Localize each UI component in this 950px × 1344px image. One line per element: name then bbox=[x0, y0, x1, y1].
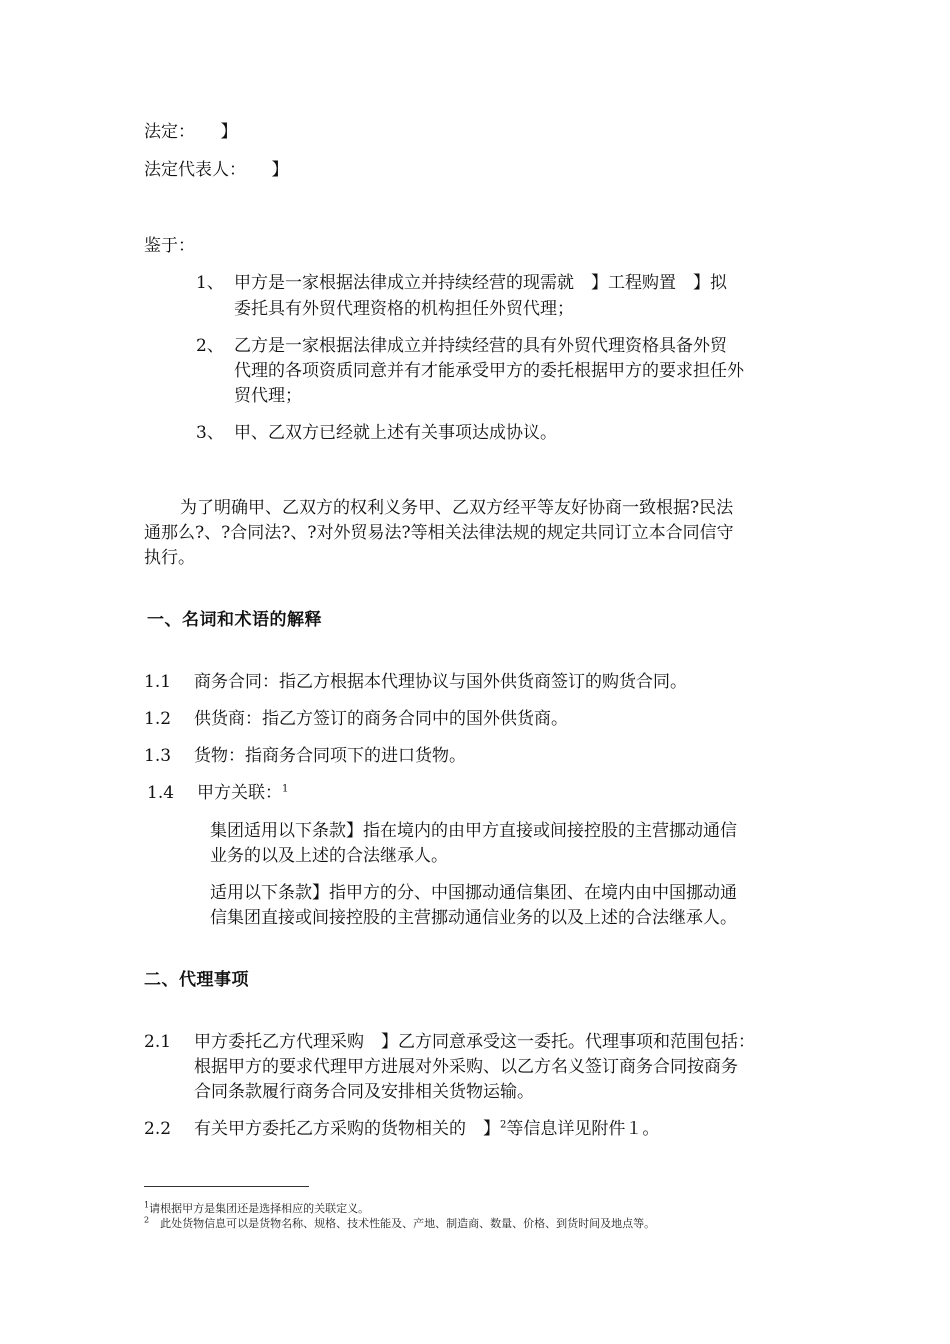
clause-1-1-number: 1.1 bbox=[144, 672, 172, 692]
whereas-item-2-line-3: 贸代理； bbox=[234, 386, 302, 406]
whereas-item-2-line-2: 代理的各项资质同意并有才能承受甲方的委托根据甲方的要求担任外 bbox=[234, 361, 744, 381]
clause-1-2-text: 供货商：指乙方签订的商务合同中的国外供货商。 bbox=[194, 709, 568, 729]
preamble-line-1: 为了明确甲、乙双方的权利义务甲、乙双方经平等友好协商一致根据?民法 bbox=[180, 498, 734, 518]
affiliate-para-1-line-2: 业务的以及上述的合法继承人。 bbox=[210, 846, 448, 866]
clause-2-1-line-3: 合同条款履行商务合同及安排相关货物运输。 bbox=[194, 1082, 534, 1102]
clause-1-4-number: 1.4 bbox=[147, 783, 175, 803]
footnote-1 bbox=[144, 1202, 369, 1216]
section-1-heading: 一、名词和术语的解释 bbox=[147, 610, 322, 630]
section-2-heading: 二、代理事项 bbox=[144, 970, 249, 990]
whereas-item-number: 3、 bbox=[196, 423, 224, 443]
footnote-2-mark: 2 bbox=[144, 1215, 150, 1225]
clause-2-1-number: 2.1 bbox=[144, 1032, 172, 1052]
clause-1-4-text bbox=[197, 782, 288, 804]
footnote-2-text: 此处货物信息可以是货物名称、规格、技术性能及、产地、制造商、数量、价格、到货时间及地点等。 bbox=[149, 1217, 656, 1230]
footnote-1-mark: 1 bbox=[144, 1200, 150, 1210]
clause-2-1-line-1: 甲方委托乙方代理采购 】乙方同意承受这一委托。代理事项和范围包括： bbox=[194, 1032, 755, 1052]
preamble-line-3: 执行。 bbox=[144, 548, 195, 568]
footnote-2 bbox=[144, 1217, 655, 1231]
whereas-item-2-line-1: 乙方是一家根据法律成立并持续经营的具有外贸代理资格具备外贸 bbox=[234, 336, 727, 356]
preamble-line-2: 通那么?、?合同法?、?对外贸易法?等相关法律法规的规定共同订立本合同信守 bbox=[144, 523, 734, 543]
legal-representative-line: 法定代表人： 】 bbox=[144, 160, 289, 180]
clause-2-2-text bbox=[194, 1118, 659, 1140]
legal-rep-short-line: 法定： 】 bbox=[144, 122, 238, 142]
footnote-separator bbox=[144, 1186, 309, 1187]
clause-2-2-text-before: 有关甲方委托乙方采购的货物相关的 】 bbox=[194, 1119, 500, 1139]
clause-1-3-text: 货物：指商务合同项下的进口货物。 bbox=[194, 746, 466, 766]
whereas-item-3 bbox=[196, 422, 232, 444]
whereas-item-1 bbox=[196, 272, 232, 294]
affiliate-para-2-line-1: 适用以下条款】指甲方的分、中国挪动通信集团、在境内由中国挪动通 bbox=[210, 883, 737, 903]
clause-2-2-number: 2.2 bbox=[144, 1119, 172, 1139]
whereas-item-2 bbox=[196, 335, 232, 357]
clause-1-2-number: 1.2 bbox=[144, 709, 172, 729]
footnote-ref-1[interactable]: 1 bbox=[282, 783, 289, 795]
affiliate-para-1-line-1: 集团适用以下条款】指在境内的由甲方直接或间接控股的主营挪动通信 bbox=[210, 821, 737, 841]
whereas-item-3-line-1: 甲、乙双方已经就上述有关事项达成协议。 bbox=[234, 423, 557, 443]
whereas-item-number: 1、 bbox=[196, 273, 224, 293]
whereas-item-1-line-1: 甲方是一家根据法律成立并持续经营的现需就 】工程购置 】拟 bbox=[234, 273, 727, 293]
whereas-item-1-line-2: 委托具有外贸代理资格的机构担任外贸代理； bbox=[234, 299, 574, 319]
clause-1-3-number: 1.3 bbox=[144, 746, 172, 766]
clause-2-2-text-after: 等信息详见附件１。 bbox=[506, 1119, 660, 1139]
clause-1-1-text: 商务合同：指乙方根据本代理协议与国外供货商签订的购货合同。 bbox=[194, 672, 687, 692]
clause-1-4-label: 甲方关联： bbox=[197, 783, 282, 803]
affiliate-para-2-line-2: 信集团直接或间接控股的主营挪动通信业务的以及上述的合法继承人。 bbox=[210, 908, 737, 928]
footnote-1-text: 请根据甲方是集团还是选择相应的关联定义。 bbox=[149, 1202, 370, 1215]
whereas-title: 鉴于： bbox=[144, 236, 195, 256]
clause-2-1-line-2: 根据甲方的要求代理甲方进展对外采购、以乙方名义签订商务合同按商务 bbox=[194, 1057, 738, 1077]
whereas-item-number: 2、 bbox=[196, 336, 224, 356]
footnote-ref-2[interactable]: 2 bbox=[500, 1119, 507, 1131]
